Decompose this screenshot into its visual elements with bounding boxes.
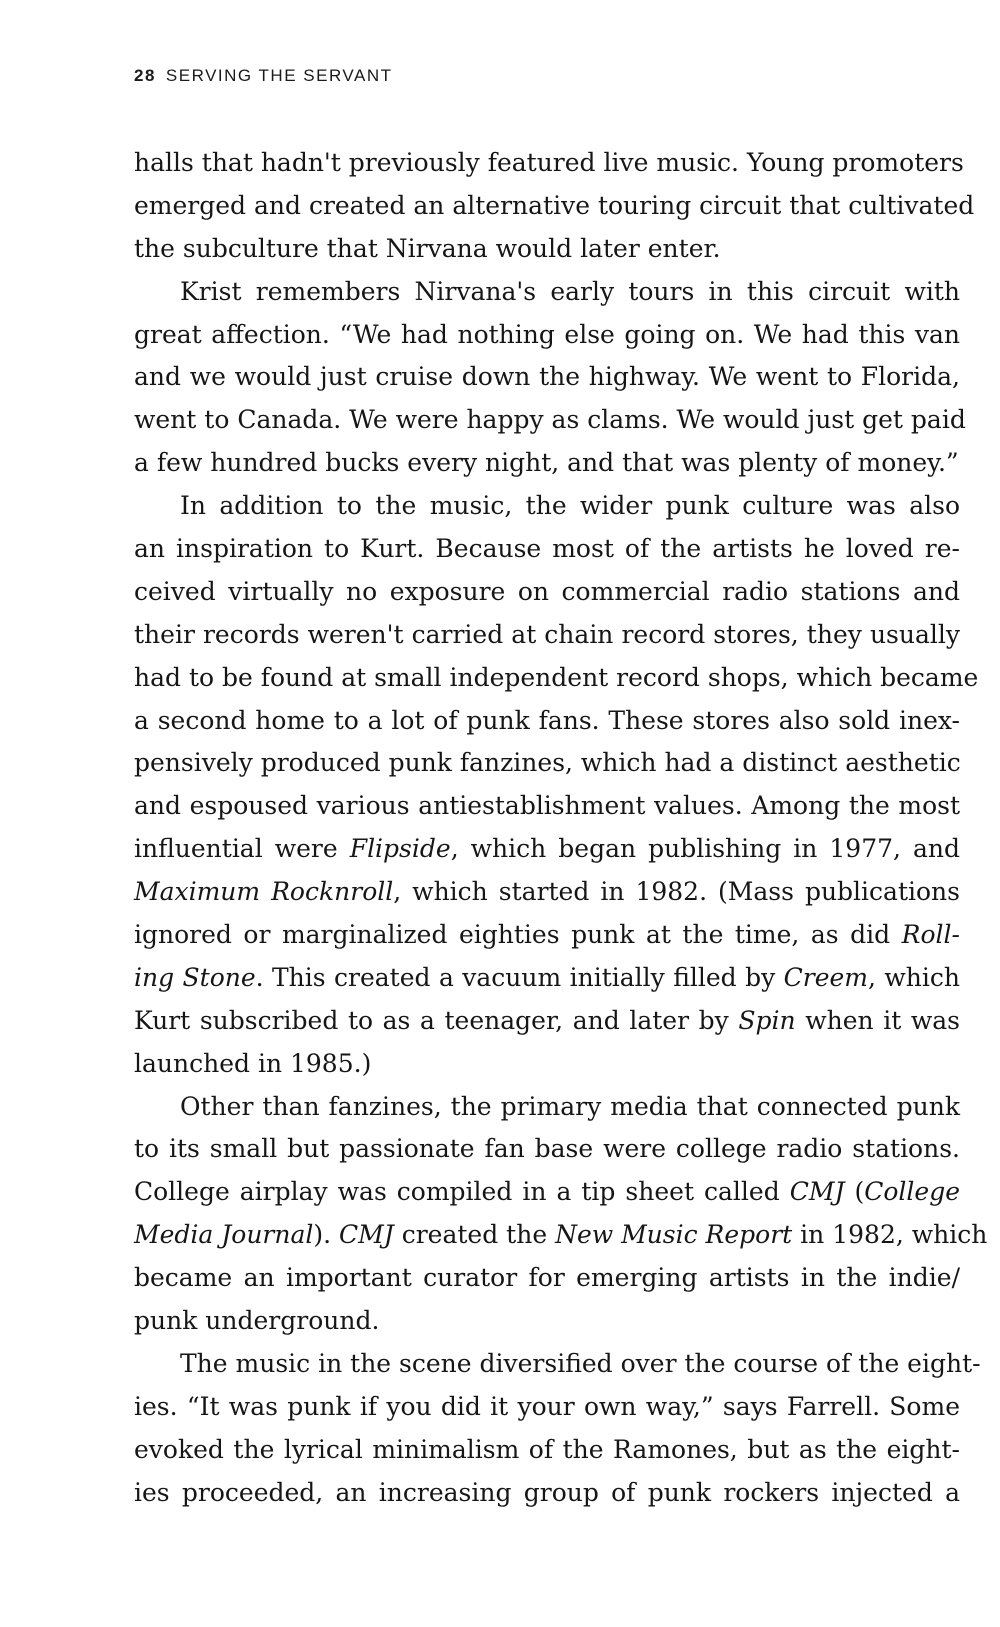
text-line: had to be found at small independent record shops, which became bbox=[134, 662, 979, 692]
text-line: pensively produced punk fanzines, which had a distinct aesthetic bbox=[134, 748, 961, 778]
text-line: Maximum Rocknroll, which started in 1982. (Mass publications bbox=[134, 877, 960, 907]
publication-title: Maximum Rocknroll bbox=[134, 877, 394, 907]
body-text bbox=[134, 142, 988, 1515]
text-line: emerged and created an alternative touring circuit that cultivated bbox=[134, 190, 975, 220]
publication-title: Creem bbox=[783, 962, 869, 992]
publication-title: New Music Report bbox=[555, 1220, 793, 1250]
text-line: ing Stone. This created a vacuum initially filled by Creem, which bbox=[134, 962, 960, 992]
publication-title: Media Journal bbox=[134, 1220, 314, 1250]
text-line: In addition to the music, the wider punk culture was also bbox=[180, 491, 960, 521]
text-line: to its small but passionate fan base were college radio stations. bbox=[134, 1134, 960, 1164]
publication-title: CMJ bbox=[789, 1177, 845, 1207]
publication-title: ing Stone bbox=[134, 962, 256, 992]
page-number: 28 bbox=[134, 66, 156, 85]
text-line: the subculture that Nirvana would later enter. bbox=[134, 233, 721, 263]
text-line: a second home to a lot of punk fans. These stores also sold inex- bbox=[134, 705, 960, 735]
running-head bbox=[134, 66, 393, 86]
text-line: evoked the lyrical minimalism of the Ramones, but as the eight- bbox=[134, 1434, 960, 1464]
publication-title: College bbox=[864, 1177, 960, 1207]
text-line: Other than fanzines, the primary media that connected punk bbox=[180, 1091, 960, 1121]
text-line: and espoused various antiestablishment values. Among the most bbox=[134, 791, 960, 821]
text-line: The music in the scene diversified over the course of the eight- bbox=[180, 1348, 981, 1378]
text-line: and we would just cruise down the highway. We went to Florida, bbox=[134, 362, 960, 392]
publication-title: Flipside bbox=[349, 834, 451, 864]
text-line: Media Journal). CMJ created the New Music Report in 1982, which bbox=[134, 1220, 988, 1250]
text-line: ies proceeded, an increasing group of punk rockers injected a bbox=[134, 1477, 960, 1507]
running-title: SERVING THE SERVANT bbox=[165, 66, 393, 85]
text-line: ignored or marginalized eighties punk at the time, as did Roll- bbox=[134, 920, 960, 950]
publication-title: Spin bbox=[738, 1005, 796, 1035]
text-line: great affection. “We had nothing else going on. We had this van bbox=[134, 319, 960, 349]
text-line: College airplay was compiled in a tip sheet called CMJ (College bbox=[134, 1177, 960, 1207]
text-line: became an important curator for emerging artists in the indie/ bbox=[134, 1263, 960, 1293]
text-line: Kurt subscribed to as a teenager, and later by Spin when it was bbox=[134, 1005, 960, 1035]
text-line: punk underground. bbox=[134, 1306, 380, 1336]
text-line: launched in 1985.) bbox=[134, 1048, 372, 1078]
text-line: Krist remembers Nirvana's early tours in this circuit with bbox=[180, 276, 960, 306]
publication-title: Roll- bbox=[901, 920, 960, 950]
text-line: went to Canada. We were happy as clams. We would just get paid bbox=[134, 405, 966, 435]
text-line: their records weren't carried at chain record stores, they usually bbox=[134, 619, 960, 649]
text-line: ceived virtually no exposure on commercial radio stations and bbox=[134, 576, 960, 606]
text-line: influential were Flipside, which began publishing in 1977, and bbox=[134, 834, 961, 864]
publication-title: CMJ bbox=[339, 1220, 394, 1250]
text-line: halls that hadn't previously featured live music. Young promoters bbox=[134, 148, 964, 177]
text-line: ies. “It was punk if you did it your own way,” says Farrell. Some bbox=[134, 1391, 960, 1421]
text-line: a few hundred bucks every night, and that was plenty of money.” bbox=[134, 448, 959, 478]
text-line: an inspiration to Kurt. Because most of the artists he loved re- bbox=[134, 534, 960, 564]
